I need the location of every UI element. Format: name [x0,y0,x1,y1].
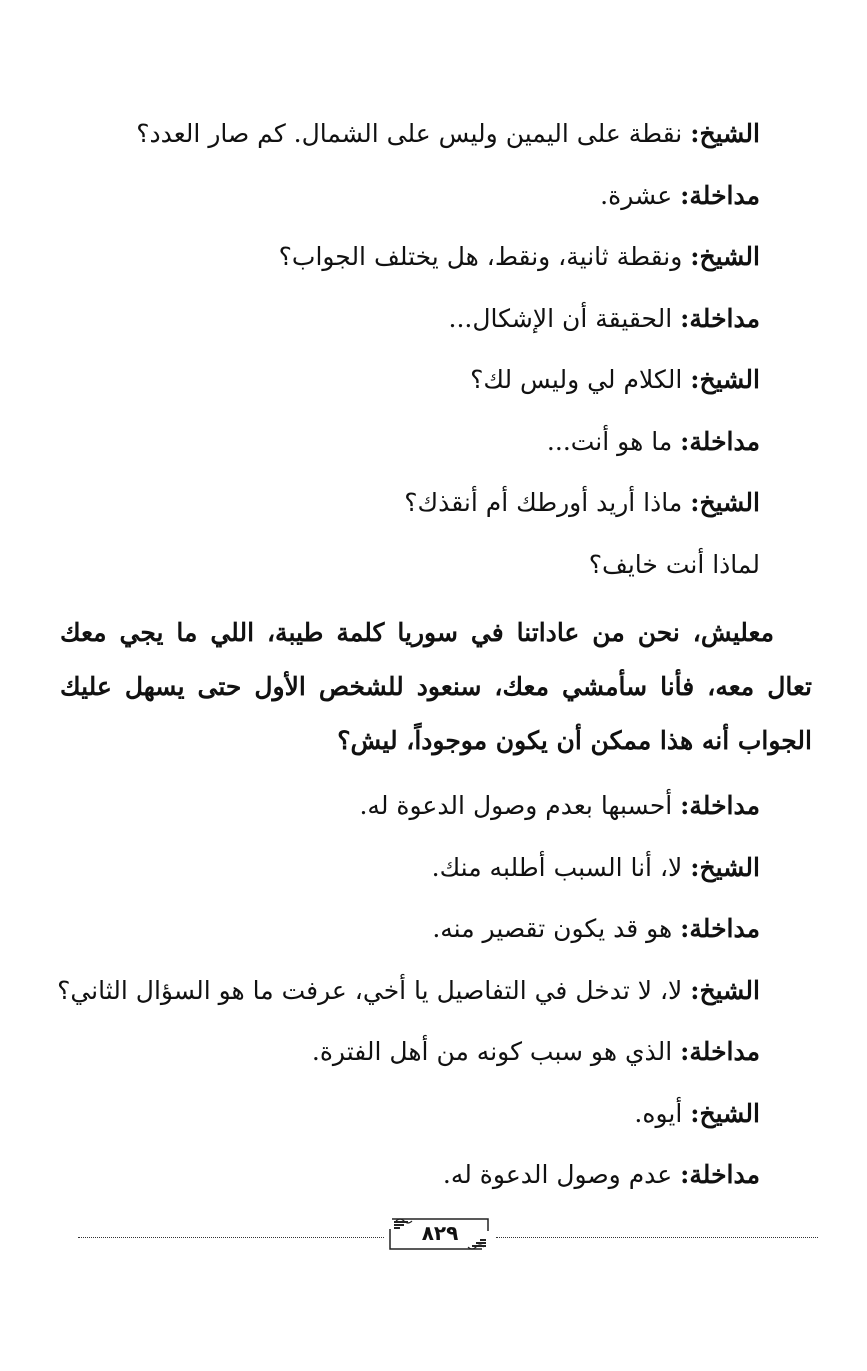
speaker-label: مداخلة: [680,914,760,943]
speech-text: لا، أنا السبب أطلبه منك. [431,852,691,882]
dialogue-line [57,965,760,1027]
speaker-label: مداخلة: [680,426,760,456]
page-number: ٨٢٩ [421,1221,459,1245]
speech-text: ونقطة ثانية، ونقط، هل يختلف الجواب؟ [278,242,691,271]
dialogue-line [60,903,760,965]
footer-rule-right [496,1237,818,1238]
page-number-frame [386,1215,494,1253]
speech-text: ماذا أريد أورطك أم أنقذك؟ [404,488,691,517]
speaker-label: مداخلة: [680,1160,760,1189]
dialogue-line [60,170,760,232]
speech-text: نقطة على اليمين وليس على الشمال. كم صار العدد؟ [136,119,691,148]
speech-text: أيوه. [634,1098,691,1128]
speaker-label: مداخلة: [680,1037,760,1066]
speech-text: لماذا أنت خايف؟ [588,549,760,579]
dialogue-line [60,780,760,842]
speech-text: الحقيقة أن الإشكال... [448,303,681,333]
dialogue-line [60,842,760,904]
speech-text: أحسبها بعدم وصول الدعوة له. [359,791,681,820]
speaker-label: مداخلة: [680,791,760,820]
dialogue-line [60,539,760,601]
speaker-label: الشيخ: [690,119,760,148]
speech-text: هو قد يكون تقصير منه. [432,914,681,943]
dialogue-line [60,108,760,170]
dialogue-line [60,416,760,478]
speech-text: الذي هو سبب كونه من أهل الفترة. [311,1037,681,1066]
page-body [57,108,812,1211]
speaker-label: الشيخ: [690,365,760,394]
speech-text: عدم وصول الدعوة له. [442,1160,681,1189]
dialogue-line [60,1088,760,1150]
dialogue-line [60,1026,760,1088]
speaker-label: الشيخ: [690,1098,760,1128]
speaker-label: الشيخ: [690,975,760,1005]
speaker-label: مداخلة: [680,303,760,333]
dialogue-line [60,231,760,293]
narrative-paragraph [60,600,812,780]
speaker-label: مداخلة: [680,180,760,210]
page-footer [78,1215,818,1255]
dialogue-line [60,293,760,355]
speech-text: لا، لا تدخل في التفاصيل يا أخي، عرفت ما هو السؤال الثاني؟ [57,975,691,1005]
speech-text: ما هو أنت... [546,426,681,456]
speaker-label: الشيخ: [690,488,760,517]
speech-text: الكلام لي وليس لك؟ [470,365,691,394]
speaker-label: الشيخ: [690,242,760,271]
dialogue-line [60,354,760,416]
speech-text: عشرة. [600,180,681,210]
dialogue-line [60,477,760,539]
speaker-label: الشيخ: [690,852,760,882]
footer-rule-left [78,1237,384,1238]
paragraph-text: معليش، نحن من عاداتنا في سوريا كلمة طيبة، اللي ما يجي معك تعال معه، فأنا سأمشي معك، سنعود للشخص الأول حتى يسهل عليك الجواب أنه هذا ممكن أن يكون موجوداً، ليش؟ [60,618,812,755]
dialogue-line [60,1149,760,1211]
